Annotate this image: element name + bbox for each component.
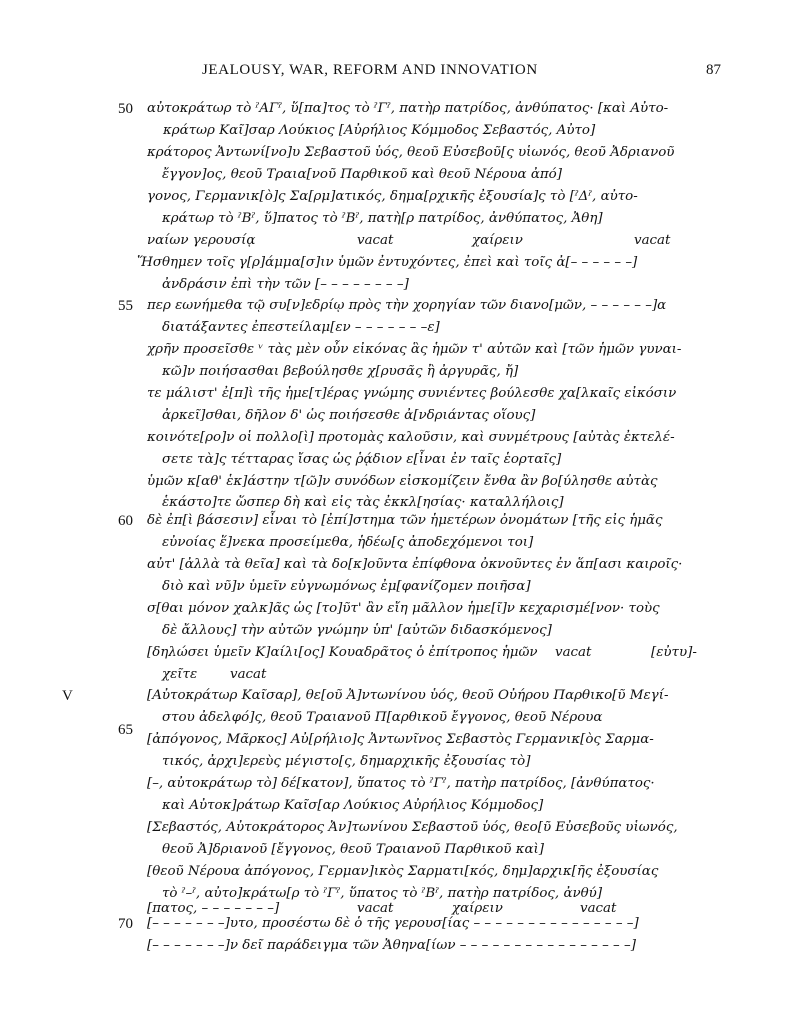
vacat-mark: vacat bbox=[230, 667, 267, 682]
text-line: αὐτ' [ἀλλὰ τὰ θεῖα] καὶ τὰ δο[κ]οῦντα ἐπίφθονα ὀκνοῦντες ἐν ἅπ[ασι καιροῖς· bbox=[147, 557, 683, 572]
text-line: [–, αὐτοκράτωρ τὸ] δέ[κατον], ὕπατος τὸ ˀΓˀ, πατὴρ πατρίδος, [ἀνθύπατος· bbox=[147, 776, 655, 791]
text-line: ἑκάστο]τε ὥσπερ δὴ καὶ εἰς τὰς ἐκκλ[ησίας· καταλλήλοις] bbox=[162, 495, 564, 510]
text-line: Ἥσθημεν τοῖς γ[ρ]άμμα[σ]ιν ὑμῶν ἐντυχόντες, ἐπεὶ καὶ τοῖς ἀ[– – – – – –] bbox=[137, 255, 638, 270]
vacat-mark: vacat bbox=[580, 901, 617, 916]
text-line: σ[θαι μόνον χαλκ]ᾶς ὡς [το]ῦτ' ἂν εἴη μᾶλλον ἡμε[ῖ]ν κεχαρισμέ[νον· τοὺς bbox=[147, 601, 660, 616]
text-line: ἀρκεῖ]σθαι, δῆλον δ' ὡς ποιήσεσθε ἀ[νδριάντας οἵους] bbox=[162, 408, 536, 423]
text-line: [– – – – – – –]υτο, προσέστω δὲ ὁ τῆς γερουσ[ίας – – – – – – – – – – – – – – –] bbox=[147, 916, 639, 931]
text-line: εὐνοίας ἕ]νεκα προσείμεθα, ἡδέω[ς ἀποδεχόμενοι τοι] bbox=[162, 535, 534, 550]
text-line: σετε τὰ]ς τέτταρας ἴσας ὡς ῥᾴδιον ε[ἶναι ἐν ταῖς ἑορταῖς] bbox=[162, 452, 562, 467]
text-line: κράτωρ Καῖ]σαρ Λούκιος [Αὐρήλιος Κόμμοδος Σεβαστός, Αὐτο] bbox=[163, 123, 596, 138]
vacat-mark: vacat bbox=[357, 901, 394, 916]
text-line: χρῆν προσεῖσθε ᵛ τὰς μὲν οὖν εἰκόνας ἃς ἡμῶν τ' αὐτῶν καὶ [τῶν ἡμῶν γυναι- bbox=[147, 342, 682, 357]
text-line: τε μάλιστ' ἐ[π]ὶ τῆς ἡμε[τ]έρας γνώμης συνιέντες βούλεσθε χα[λκαῖς εἰκόσιν bbox=[147, 386, 677, 401]
text-line: κοινότε[ρο]ν οἱ πολλο[ὶ] προτομὰς καλοῦσιν, καὶ συνμέτρους [αὐτὰς ἐκτελέ- bbox=[147, 430, 675, 445]
text-line: κράτορος Ἀντωνί[νο]υ Σεβαστοῦ ὑός, θεοῦ Εὐσεβοῦ[ς υἱωνός, θεοῦ Ἀδριανοῦ bbox=[147, 145, 675, 160]
page-number: 87 bbox=[706, 62, 721, 78]
text-line: [Αὐτοκράτωρ Καῖσαρ], θε[οῦ Ἀ]ντωνίνου ὑός, θεοῦ Οὐήρου Παρθικο[ῦ Μεγί- bbox=[147, 688, 669, 703]
text-line: κῶ]ν ποιήσασθαι βεβούλησθε χ[ρυσᾶς ἢ ἀργυρᾶς, ἤ] bbox=[162, 364, 519, 379]
text-line: [θεοῦ Νέρουα ἀπόγονος, Γερμαν]ικὸς Σαρματι[κός, δημ]αρχικ[ῆς ἐξουσίας bbox=[147, 864, 659, 879]
text-line: χεῖτε bbox=[162, 667, 198, 682]
text-line: [πατος, – – – – – – –] bbox=[147, 901, 280, 916]
text-line: τικός, ἀρχι]ερεὺς μέγιστο[ς, δημαρχικῆς ἐξουσίας τὸ] bbox=[162, 754, 531, 769]
line-number: 55 bbox=[118, 298, 133, 314]
text-line: διατάξαντες ἐπεστείλαμ[εν – – – – – – –ε] bbox=[162, 320, 440, 335]
text-line: κράτωρ τὸ ˀΒˀ, ὕ]πατος τὸ ˀΒˀ, πατὴ[ρ πατρίδος, ἀνθύπατος, Ἀθη] bbox=[162, 211, 603, 226]
line-number: 70 bbox=[118, 916, 133, 932]
text-line: [εὐτυ]- bbox=[651, 645, 697, 660]
text-line: δὲ ἄλλους] τὴν αὐτῶν γνώμην ὑπ' [αὐτῶν διδασκόμενος] bbox=[162, 623, 552, 638]
section-marker: V bbox=[62, 688, 73, 704]
text-line: διὸ καὶ νῦ]ν ὑμεῖν εὐγνωμόνως ἐμ[φανίζομεν ποιῆσα] bbox=[162, 579, 531, 594]
text-line: περ εωνήμεθα τῷ συ[ν]εδρίῳ πρὸς τὴν χορηγίαν τῶν διανο[μῶν, – – – – – –]α bbox=[147, 298, 667, 313]
line-number: 65 bbox=[118, 722, 133, 738]
text-line: αὐτοκράτωρ τὸ ˀΑΓˀ, ὕ[πα]τος τὸ ˀΓˀ, πατὴρ πατρίδος, ἀνθύπατος· [καὶ Αὐτο- bbox=[147, 101, 669, 116]
running-title: JEALOUSY, WAR, REFORM AND INNOVATION bbox=[202, 62, 538, 78]
text-line: ὑμῶν κ[αθ' ἑκ]άστην τ[ῶ]ν συνόδων εἰσκομίζειν ἔνθα ἂν βο[ύλησθε αὐτὰς bbox=[147, 474, 658, 489]
text-line: γονος, Γερμανικ[ὸ]ς Σα[ρμ]ατικός, δημα[ρχικῆς ἐξουσία]ς τὸ [ˀΔˀ, αὐτο- bbox=[147, 189, 638, 204]
text-line: [Σεβαστός, Αὐτοκράτορος Ἀν]τωνίνου Σεβαστοῦ ὑός, θεο[ῦ Εὐσεβοῦς υἱωνός, bbox=[147, 820, 678, 835]
text-line: καὶ Αὐτοκ]ράτωρ Καῖσ[αρ Λούκιος Αὐρήλιος Κόμμοδος] bbox=[162, 798, 544, 813]
text-line: [– – – – – – –]ν δεῖ παράδειγμα τῶν Ἀθηνα[ίων – – – – – – – – – – – – – – – –] bbox=[147, 938, 636, 953]
line-number: 60 bbox=[118, 513, 133, 529]
text-line: χαίρειν bbox=[452, 901, 503, 916]
vacat-mark: vacat bbox=[634, 233, 671, 248]
text-line: [ἀπόγονος, Μᾶρκος] Αὐ[ρήλιο]ς Ἀντωνῖνος Σεβαστὸς Γερμανικ[ὸς Σαρμα- bbox=[147, 732, 654, 747]
text-line: ἀνδράσιν ἐπὶ τὴν τῶν [– – – – – – – –] bbox=[162, 277, 409, 292]
text-line: ἔγγον]ος, θεοῦ Τραια[νοῦ Παρθικοῦ καὶ θεοῦ Νέρουα ἀπό] bbox=[162, 167, 562, 182]
text-line: χαίρειν bbox=[472, 233, 523, 248]
text-line: δὲ ἐπ[ὶ βάσεσιν] εἶναι τὸ [ἐπί]στημα τῶν ἡμετέρων ὀνομάτων [τῆς εἰς ἡμᾶς bbox=[147, 513, 663, 528]
text-line: [δηλώσει ὑμεῖν Κ]αίλι[ος] Κουαδρᾶτος ὁ ἐπίτροπος ἡμῶν bbox=[147, 645, 538, 660]
text-line: στου ἀδελφό]ς, θεοῦ Τραιανοῦ Π[αρθικοῦ ἔγγονος, θεοῦ Νέρουα bbox=[162, 710, 603, 725]
line-number: 50 bbox=[118, 101, 133, 117]
vacat-mark: vacat bbox=[555, 645, 592, 660]
vacat-mark: vacat bbox=[357, 233, 394, 248]
text-line: θεοῦ Ἀ]δριανοῦ [ἔγγονος, θεοῦ Τραιανοῦ Παρθικοῦ καὶ] bbox=[162, 842, 545, 857]
text-line: τὸ ˀ–ˀ, αὐτο]κράτω[ρ τὸ ˀΓˀ, ὕπατος τὸ ˀΒˀ, πατὴρ πατρίδος, ἀνθύ] bbox=[162, 886, 603, 901]
text-line: ναίων γερουσίᾳ bbox=[147, 233, 256, 248]
